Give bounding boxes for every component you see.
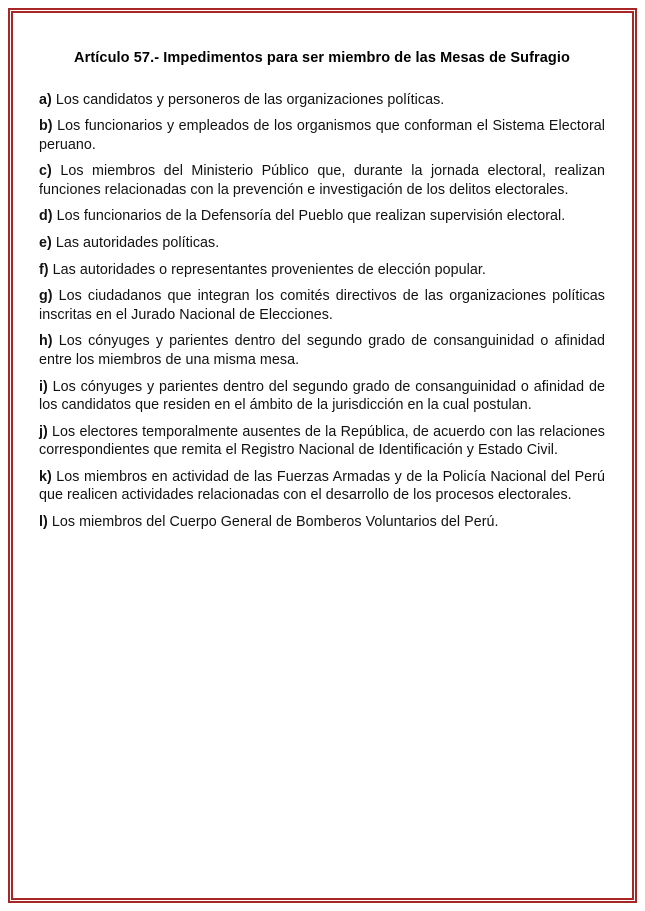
clause-item <box>39 261 605 280</box>
clause-marker: l) <box>39 513 48 530</box>
clause-item <box>39 117 605 154</box>
clause-item <box>39 287 605 324</box>
clause-marker: c) <box>39 163 52 180</box>
clause-text: Los miembros del Ministerio Público que, durante la jornada electoral, realizan funciones relacionadas con la prevención e investigación de los delitos electorales. <box>39 163 605 198</box>
clause-list <box>39 91 605 532</box>
clause-marker: f) <box>39 261 49 278</box>
clause-marker: g) <box>39 288 53 305</box>
clause-item <box>39 423 605 460</box>
clause-text: Los funcionarios de la Defensoría del Pueblo que realizan supervisión electoral. <box>52 208 566 225</box>
clause-marker: e) <box>39 235 52 252</box>
clause-text: Los miembros del Cuerpo General de Bomberos Voluntarios del Perú. <box>47 513 499 530</box>
document-bordered-frame <box>8 8 637 903</box>
clause-marker: a) <box>39 91 52 108</box>
clause-marker: i) <box>39 378 48 395</box>
clause-marker: h) <box>39 333 53 350</box>
clause-item <box>39 332 605 369</box>
clause-marker: j) <box>39 423 48 440</box>
clause-item <box>39 468 605 505</box>
clause-text: Los miembros en actividad de las Fuerzas Armadas y de la Policía Nacional del Perú que realicen actividades relacionadas con el desarrollo de los procesos electorales. <box>39 468 605 504</box>
clause-text: Los funcionarios y empleados de los organismos que conforman el Sistema Electoral peruano. <box>39 118 605 153</box>
clause-item <box>39 378 605 415</box>
clause-text: Los cónyuges y parientes dentro del segundo grado de consanguinidad o afinidad de los candidatos que residen en el ámbito de la jurisdicción en la cual postulan. <box>39 378 605 414</box>
clause-item <box>39 513 605 532</box>
clause-text: Los candidatos y personeros de las organizaciones políticas. <box>51 91 445 108</box>
clause-text: Las autoridades políticas. <box>51 235 220 252</box>
clause-text: Los ciudadanos que integran los comités directivos de las organizaciones políticas inscritas en el Jurado Nacional de Elecciones. <box>39 288 605 323</box>
clause-item <box>39 91 605 110</box>
clause-text: Las autoridades o representantes provenientes de elección popular. <box>48 261 486 278</box>
clause-marker: d) <box>39 208 53 225</box>
clause-item <box>39 234 605 253</box>
clause-text: Los electores temporalmente ausentes de la República, de acuerdo con las relaciones correspondientes que remita el Registro Nacional de Identificación y Estado Civil. <box>39 423 605 459</box>
clause-text: Los cónyuges y parientes dentro del segundo grado de consanguinidad o afinidad entre los miembros de una misma mesa. <box>39 333 605 368</box>
clause-marker: b) <box>39 118 53 135</box>
clause-item <box>39 207 605 226</box>
clause-item <box>39 162 605 199</box>
clause-marker: k) <box>39 468 52 485</box>
page-title: Artículo 57.- Impedimentos para ser miembro de las Mesas de Sufragio <box>74 50 570 66</box>
